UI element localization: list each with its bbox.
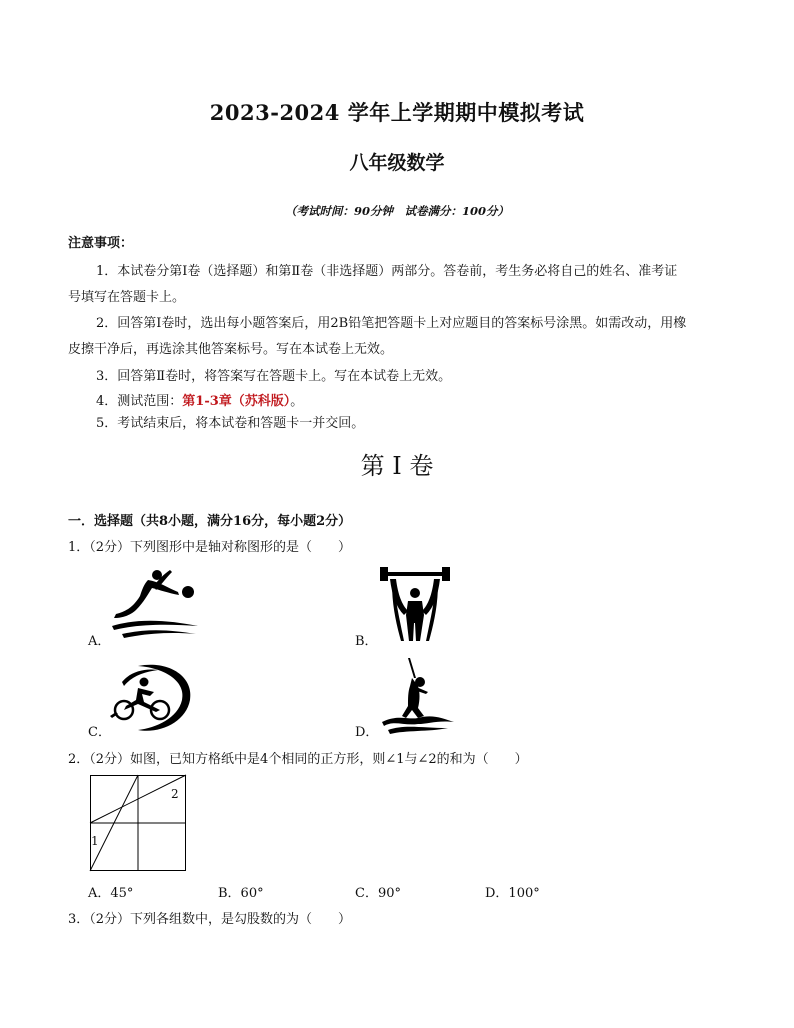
note-4-prefix: 4．测试范围： <box>96 394 183 409</box>
exam-meta: （考试时间：90分钟 试卷满分：100分） <box>284 204 509 218</box>
weightlifter-icon <box>378 565 452 643</box>
q2-option-b: B．60° <box>218 886 264 901</box>
note-1-line-1: 1．本试卷分第Ⅰ卷（选择题）和第Ⅱ卷（非选择题）两部分。答卷前，考生务必将自己的姓名、准考证 <box>96 264 678 279</box>
question-3-stem: 3．（2分）下列各组数中，是勾股数的为（ ） <box>68 912 352 927</box>
note-3: 3．回答第Ⅱ卷时，将答案写在答题卡上。写在本试卷上无效。 <box>96 369 452 384</box>
note-2-line-1: 2．回答第Ⅰ卷时，选出每小题答案后，用2B铅笔把答题卡上对应题目的答案标号涂黑。如需改动，用橡 <box>96 316 687 331</box>
notes-heading: 注意事项： <box>68 236 134 251</box>
q1-option-b-label: B． <box>355 634 378 649</box>
q2-option-a: A．45° <box>88 886 134 901</box>
angle-2-label: 2 <box>171 787 179 801</box>
golfer-icon <box>378 656 458 734</box>
q2-option-c: C．90° <box>355 886 401 901</box>
q1-option-c-label: C． <box>88 725 111 740</box>
note-1-line-2: 号填写在答题卡上。 <box>68 290 186 305</box>
volleyball-player-icon <box>108 566 203 642</box>
cyclist-icon <box>108 662 194 734</box>
note-5: 5．考试结束后，将本试卷和答题卡一并交回。 <box>96 416 365 431</box>
exam-subtitle: 八年级数学 <box>349 152 445 174</box>
question-1-stem: 1．（2分）下列图形中是轴对称图形的是（ ） <box>68 540 352 555</box>
note-4 <box>96 390 303 409</box>
volume-title: 第 I 卷 <box>360 452 434 480</box>
q2-option-d: D．100° <box>485 886 540 901</box>
note-2-line-2: 皮擦干净后，再选涂其他答案标号。写在本试卷上无效。 <box>68 342 394 357</box>
q1-option-d-label: D． <box>355 725 379 740</box>
angle-1-label: 1 <box>91 834 99 848</box>
section-heading: 一．选择题（共8小题，满分16分，每小题2分） <box>68 514 352 529</box>
test-range: 第1-3章（苏科版） <box>182 394 291 409</box>
exam-title: 2023-2024 学年上学期期中模拟考试 <box>209 100 585 125</box>
q1-option-a-label: A． <box>88 634 111 649</box>
note-4-suffix: 。 <box>290 394 304 409</box>
question-2-stem: 2．（2分）如图，已知方格纸中是4个相同的正方形，则∠1与∠2的和为（ ） <box>68 752 528 767</box>
